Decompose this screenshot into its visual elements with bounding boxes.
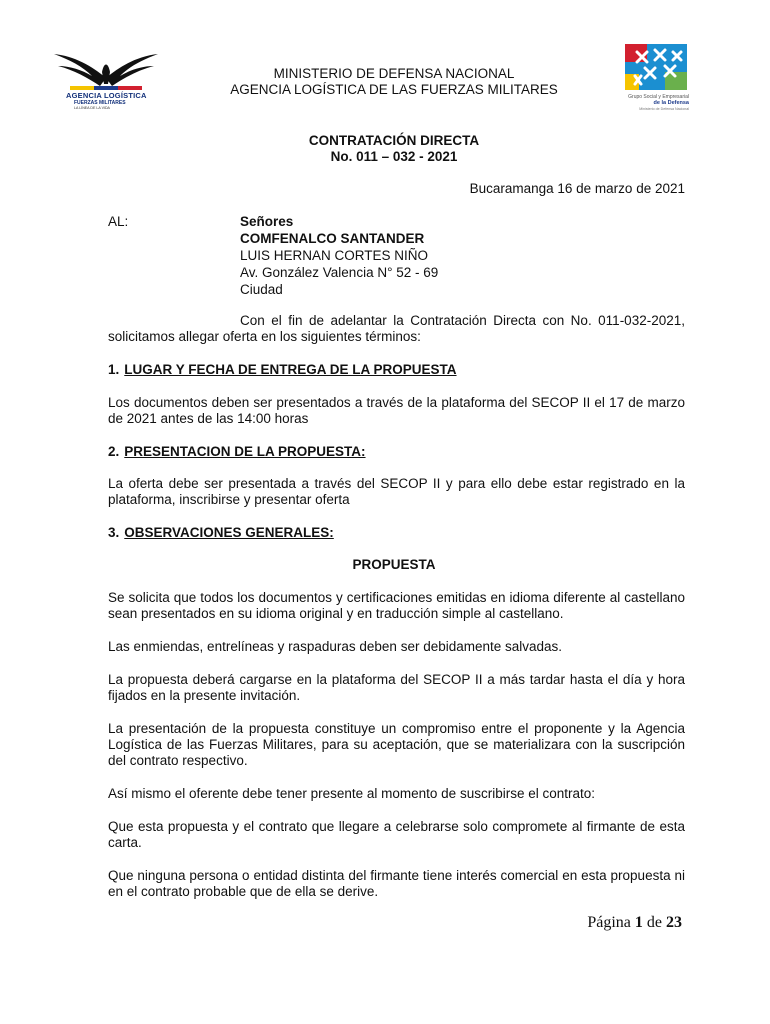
total-pages: 23 (666, 914, 682, 931)
propuesta-paragraph: Se solicita que todos los documentos y certificaciones emitidas en idioma diferente al castellano sean presentados en su idioma original y en traducción simple al castellano. (108, 590, 685, 621)
propuesta-paragraph: Que ninguna persona o entidad distinta del firmante tiene interés comercial en esta propuesta ni en el contrato probable que de ella se derive. (108, 868, 685, 899)
addressee-address: Av. González Valencia N° 52 - 69 (240, 265, 439, 280)
section-2-heading: 2. PRESENTACION DE LA PROPUESTA: (108, 444, 366, 459)
document-date: Bucaramanga 16 de marzo de 2021 (469, 181, 685, 196)
addressee-block (240, 214, 438, 299)
propuesta-paragraph: La propuesta deberá cargarse en la plataforma del SECOP II a más tardar hasta el día y hora fijados en la presente invitación. (108, 672, 685, 703)
propuesta-heading: PROPUESTA (352, 557, 436, 572)
page-number: Página 1 de 23 (587, 914, 682, 931)
group-logo-line3: Ministerio de Defensa Nacional (639, 107, 689, 111)
section-1-text: Los documentos deben ser presentados a través de la plataforma del SECOP II el 17 de marzo de 2021 antes de las 14:00 horas (108, 395, 685, 426)
propuesta-paragraph: Las enmiendas, entrelíneas y raspaduras deben ser debidamente salvadas. (108, 639, 563, 654)
current-page: 1 (634, 914, 643, 931)
agency-logo-name: AGENCIA LOGÍSTICA (66, 91, 147, 100)
propuesta-paragraph: La presentación de la propuesta constituye un compromiso entre el proponente y la Agencia Logística de las Fuerzas Militares, para su aceptación, que se materializara con la suscripción del contrato respectivo. (108, 721, 685, 768)
group-logo-line2: de la Defensa (653, 100, 689, 106)
agency-logo-tagline: LA LÍNEA DE LA VIDA (74, 106, 110, 110)
section-1-title: LUGAR Y FECHA DE ENTREGA DE LA PROPUESTA (124, 362, 457, 377)
document-number: No. 011 – 032 - 2021 (330, 149, 458, 164)
addressee-company: COMFENALCO SANTANDER (240, 231, 425, 246)
ministry-name: MINISTERIO DE DEFENSA NACIONAL (273, 66, 515, 81)
intro-text: Con el fin de adelantar la Contratación Directa con No. 011-032-2021, solicitamos allegar oferta en los siguientes términos: (108, 313, 685, 344)
section-1-heading: 1. LUGAR Y FECHA DE ENTREGA DE LA PROPUESTA (108, 362, 457, 377)
addressee-city: Ciudad (240, 282, 283, 297)
section-2-text: La oferta debe ser presentada a través del SECOP II y para ello debe estar registrado en la plataforma, inscribirse y presentar oferta (108, 476, 685, 507)
intro-paragraph (108, 313, 685, 345)
agency-logo-sub: FUERZAS MILITARES (74, 100, 126, 106)
agency-name: AGENCIA LOGÍSTICA DE LAS FUERZAS MILITARES (230, 82, 558, 97)
section-3-heading: 3. OBSERVACIONES GENERALES: (108, 525, 334, 540)
addressee-label: AL: (108, 214, 129, 229)
propuesta-paragraph: Que esta propuesta y el contrato que llegare a celebrarse solo compromete al firmante de esta carta. (108, 819, 685, 850)
section-3-title: OBSERVACIONES GENERALES: (124, 525, 334, 540)
addressee-salutation: Señores (240, 214, 294, 229)
section-2-title: PRESENTACION DE LA PROPUESTA: (124, 444, 366, 459)
document-title: CONTRATACIÓN DIRECTA (308, 133, 480, 148)
addressee-person: LUIS HERNAN CORTES NIÑO (240, 248, 429, 263)
propuesta-paragraph: Así mismo el oferente debe tener presente al momento de suscribirse el contrato: (108, 786, 595, 801)
group-logo-line1: Grupo Social y Empresarial (628, 94, 689, 100)
